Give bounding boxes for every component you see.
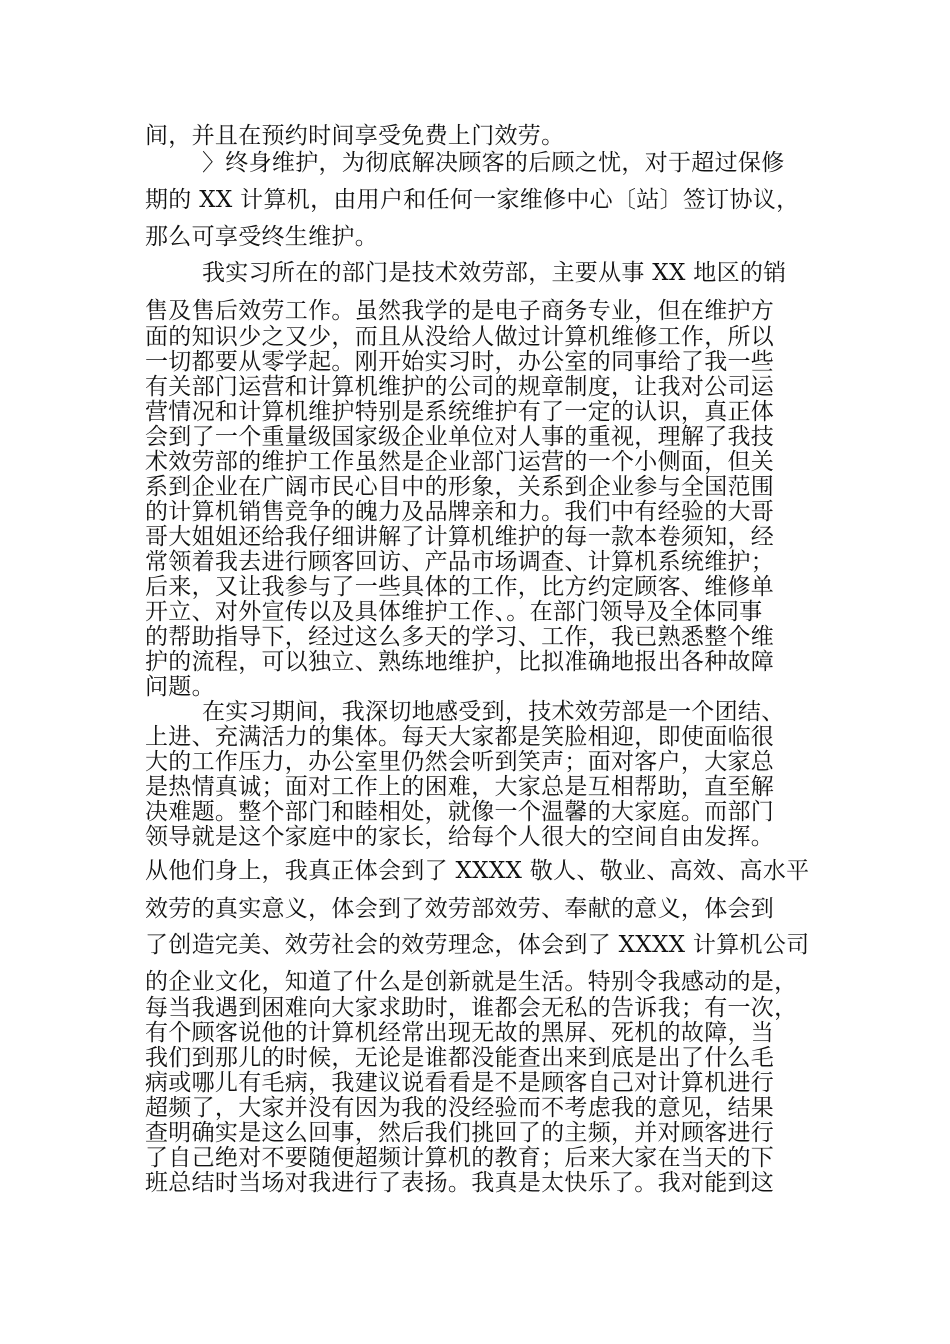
text-line: 上进、充满活力的集体。每天大家都是笑脸相迎，即使面临很: [145, 724, 775, 750]
text-line: 售及售后效劳工作。虽然我学的是电子商务专业，但在维护方: [145, 298, 775, 324]
text-line: 领导就是这个家庭中的家长，给每个人很大的空间自由发挥。: [145, 824, 775, 850]
text-line: 间，并且在预约时间享受免费上门效劳。: [145, 123, 565, 149]
text-line: 大的工作压力，办公室里仍然会听到笑声；面对客户，大家总: [145, 749, 775, 775]
text-line: 是热情真诚；面对工作上的困难，大家总是互相帮助，直至解: [145, 774, 775, 800]
text-line: 〉终身维护，为彻底解决顾客的后顾之忧，对于超过保修: [202, 150, 785, 176]
text-line: 班总结时当场对我进行了表扬。我真是太快乐了。我对能到这: [145, 1170, 775, 1196]
text-line: 从他们身上，我真正体会到了 XXXX 敬人、敬业、高效、高水平: [145, 858, 810, 884]
text-line: 问题。: [145, 674, 215, 700]
text-line: 常领着我去进行顾客回访、产品市场调查、计算机系统维护；: [145, 549, 775, 575]
text-line: 有个顾客说他的计算机经常出现无故的黑屏、死机的故障，当: [145, 1020, 775, 1046]
text-line: 效劳的真实意义，体会到了效劳部效劳、奉献的意义，体会到: [145, 896, 775, 922]
text-line: 后来，又让我参与了一些具体的工作，比方约定顾客、维修单: [145, 574, 775, 600]
text-line: 护的流程，可以独立、熟练地维护，比拟准确地报出各种故障: [145, 649, 775, 675]
text-line: 面的知识少之又少，而且从没给人做过计算机维修工作，所以: [145, 324, 775, 350]
text-line: 那么可享受终生维护。: [145, 224, 378, 250]
text-line: 每当我遇到困难向大家求助时，谁都会无私的告诉我；有一次，: [145, 995, 798, 1021]
text-line: 的企业文化，知道了什么是创新就是生活。特别令我感动的是，: [145, 969, 798, 995]
text-line: 系到企业在广阔市民心目中的形象，关系到企业参与全国范围: [145, 474, 775, 500]
text-line: 哥大姐姐还给我仔细讲解了计算机维护的每一款本卷须知，经: [145, 524, 775, 550]
text-line: 会到了一个重量级国家级企业单位对人事的重视，理解了我技: [145, 424, 775, 450]
text-line: 开立、对外宣传以及具体维护工作、。在部门领导及全体同事: [145, 599, 763, 625]
text-line: 的帮助指导下，经过这么多天的学习、工作，我已熟悉整个维: [145, 624, 775, 650]
text-line: 了自己绝对不要随便超频计算机的教育；后来大家在当天的下: [145, 1145, 775, 1171]
text-line: 病或哪儿有毛病，我建议说看看是不是顾客自己对计算机进行: [145, 1070, 775, 1096]
text-line: 查明确实是这么回事，然后我们挑回了的主频，并对顾客进行: [145, 1120, 775, 1146]
text-line: 了创造完美、效劳社会的效劳理念，体会到了 XXXX 计算机公司: [145, 932, 810, 958]
text-line: 一切都要从零学起。刚开始实习时，办公室的同事给了我一些: [145, 349, 775, 375]
text-line: 营情况和计算机维护特别是系统维护有了一定的认识，真正体: [145, 399, 775, 425]
text-line: 决难题。整个部门和睦相处，就像一个温馨的大家庭。而部门: [145, 799, 775, 825]
text-line: 我们到那儿的时候，无论是谁都没能查出来到底是出了什么毛: [145, 1045, 775, 1071]
text-line: 的计算机销售竞争的魄力及品牌亲和力。我们中有经验的大哥: [145, 499, 775, 525]
text-line: 有关部门运营和计算机维护的公司的规章制度，让我对公司运: [145, 374, 775, 400]
text-line: 超频了，大家并没有因为我的没经验而不考虑我的意见，结果: [145, 1095, 775, 1121]
text-line: 术效劳部的维护工作虽然是企业部门运营的一个小侧面，但关: [145, 449, 775, 475]
text-line: 期的 XX 计算机，由用户和任何一家维修中心〔站〕签订协议，: [145, 187, 800, 213]
text-line: 我实习所在的部门是技术效劳部，主要从事 XX 地区的销: [202, 260, 787, 286]
text-line: 在实习期间，我深切地感受到，技术效劳部是一个团结、: [202, 699, 785, 725]
